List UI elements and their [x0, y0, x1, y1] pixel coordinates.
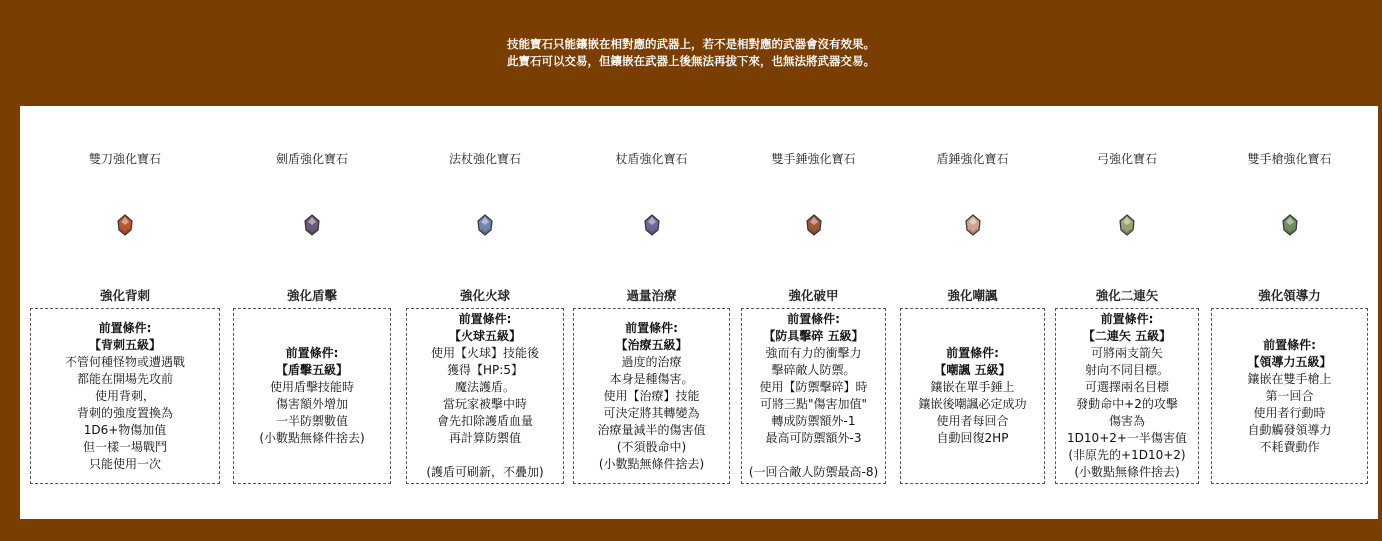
description-line: (一回合敵人防禦最高-8): [748, 465, 879, 479]
prerequisite-label: 前置條件:: [458, 312, 512, 326]
description-line: 會先扣除護盾血量: [436, 414, 533, 428]
description-line: 只能使用一次: [88, 456, 161, 471]
gem-name: 雙刀強化寶石: [88, 152, 161, 166]
gem-name: 盾錘強化寶石: [936, 152, 1009, 166]
gem-column-shield-hammer: [900, 106, 1045, 519]
description-line: (小數點無條件捨去): [1074, 465, 1180, 479]
prerequisite-skill: 【嘲諷 五級】: [934, 363, 1011, 377]
prerequisite-label: 前置條件:: [787, 312, 840, 326]
prerequisite-skill: 【火球五級】: [448, 329, 521, 343]
prerequisite-skill: 【背刺五級】: [88, 337, 161, 352]
description-line: 但一樣一場戰鬥: [82, 439, 167, 454]
description-line: (不須骰命中): [616, 439, 687, 454]
description-line: 不耗費動作: [1259, 439, 1320, 454]
skill-description: [573, 308, 730, 484]
description-line: 再計算防禦值: [448, 431, 521, 445]
gem-name: 弓強化寶石: [1096, 152, 1157, 166]
prerequisite-skill: 【領導力五級】: [1247, 354, 1332, 369]
description-line: 鑲嵌在雙手槍上: [1247, 371, 1332, 386]
gem-icon: [804, 214, 824, 236]
notice-line-1: 技能寶石只能鑲嵌在相對應的武器上，若不是相對應的武器會沒有效果。: [507, 37, 875, 51]
skill-description: [741, 308, 886, 484]
skill-name: 強化背刺: [99, 288, 150, 303]
gem-column-staff: [406, 106, 564, 519]
description-line: 使用盾擊技能時: [269, 380, 354, 394]
description-line: 傷害為: [1108, 414, 1145, 428]
gem-panel: [20, 106, 1378, 519]
gem-icon: [115, 214, 135, 236]
description-line: (非原先的+1D10+2): [1068, 448, 1186, 462]
prerequisite-skill: 【二連矢 五級】: [1082, 329, 1172, 343]
gem-icon: [1117, 214, 1137, 236]
skill-description: [1055, 308, 1199, 484]
description-line: 傷害額外增加: [275, 397, 348, 411]
skill-description: [30, 308, 220, 484]
description-line: 使用背刺，: [94, 388, 155, 403]
description-line: 背刺的強度置換為: [76, 405, 173, 420]
skill-name: 強化嘲諷: [947, 288, 998, 303]
description-line: 魔法護盾。: [454, 380, 515, 394]
gem-name: 雙手錘強化寶石: [771, 152, 856, 166]
skill-description: [1211, 308, 1368, 484]
description-line: 射向不同目標。: [1084, 363, 1169, 377]
description-line: 自動觸發領導力: [1247, 422, 1332, 437]
skill-name: 強化領導力: [1258, 288, 1321, 303]
gem-icon: [642, 214, 662, 236]
gem-column-dual-blade: [30, 106, 220, 519]
description-line: [483, 447, 487, 464]
gem-column-staff-shield: [573, 106, 730, 519]
description-line: 轉成防禦額外-1: [771, 414, 856, 428]
gem-name: 法杖強化寶石: [448, 152, 521, 166]
gem-icon: [302, 214, 322, 236]
prerequisite-label: 前置條件:: [1100, 312, 1154, 326]
description-line: 鑲嵌在單手錘上: [930, 380, 1015, 394]
gem-column-two-hand-hammer: [741, 106, 886, 519]
description-line: 第一回合: [1265, 388, 1314, 403]
prerequisite-skill: 【盾擊五級】: [275, 363, 348, 377]
description-line: 治療量減半的傷害值: [597, 422, 706, 437]
description-line: 鑲嵌後嘲諷必定成功: [918, 397, 1027, 411]
notice-line-2: 此寶石可以交易，但鑲嵌在武器上後無法再拔下來，也無法將武器交易。: [507, 54, 875, 68]
description-line: 一半防禦數值: [275, 414, 348, 428]
description-line: 可將兩支箭矢: [1090, 346, 1163, 360]
skill-name: 強化火球: [459, 288, 510, 303]
prerequisite-skill: 【治療五級】: [615, 337, 688, 352]
skill-description: [900, 308, 1045, 484]
skill-description: [233, 308, 391, 484]
prerequisite-label: 前置條件:: [285, 346, 339, 360]
skill-name: 過量治療: [626, 288, 677, 303]
prerequisite-label: 前置條件:: [98, 320, 152, 335]
gem-column-bow: [1055, 106, 1199, 519]
gem-column-sword-shield: [233, 106, 391, 519]
description-line: 使用【防禦擊碎】時: [759, 380, 868, 394]
skill-name: 強化二連矢: [1095, 288, 1159, 303]
prerequisite-label: 前置條件:: [1263, 337, 1316, 352]
description-line: 可將三點"傷害加值": [759, 397, 868, 411]
gem-column-two-hand-spear: [1211, 106, 1368, 519]
description-line: 使用者行動時: [1253, 405, 1326, 420]
gem-name: 劍盾強化寶石: [275, 152, 348, 166]
prerequisite-label: 前置條件:: [946, 346, 999, 360]
description-line: (小數點無條件捨去): [598, 456, 705, 471]
description-line: 使用【治療】技能: [603, 388, 700, 403]
description-line: 使用【火球】技能後: [430, 346, 539, 360]
gem-icon: [1280, 214, 1300, 236]
description-line: 使用者每回合: [936, 414, 1009, 428]
description-line: 發動命中+2的攻擊: [1076, 397, 1178, 411]
description-line: 1D10+2+一半傷害值: [1067, 431, 1187, 445]
description-line: 過度的治療: [621, 354, 682, 369]
description-line: 可選擇兩名目標: [1084, 380, 1169, 394]
description-line: (小數點無條件捨去): [259, 431, 365, 445]
skill-name: 強化盾擊: [286, 288, 337, 303]
description-line: 都能在開場先攻前: [76, 371, 173, 386]
gem-icon: [963, 214, 983, 236]
notice-text: [0, 36, 1382, 70]
skill-name: 強化破甲: [788, 288, 839, 303]
skill-description: [406, 308, 564, 484]
description-line: 本身是種傷害。: [609, 371, 694, 386]
description-line: 自動回復2HP: [936, 431, 1009, 445]
prerequisite-skill: 【防具擊碎 五級】: [763, 329, 864, 343]
description-line: 當玩家被擊中時: [442, 397, 527, 411]
gem-icon: [475, 214, 495, 236]
description-line: 獲得【HP:5】: [447, 363, 523, 377]
description-line: 不管何種怪物或遭遇戰: [64, 354, 185, 369]
description-line: 1D6+物傷加值: [83, 422, 167, 437]
prerequisite-label: 前置條件:: [625, 320, 678, 335]
gem-name: 杖盾強化寶石: [615, 152, 688, 166]
description-line: 可決定將其轉變為: [603, 405, 700, 420]
description-line: [812, 447, 816, 464]
description-line: 擊碎敵人防禦。: [771, 363, 856, 377]
description-line: 最高可防禦額外-3: [765, 431, 862, 445]
description-line: (護盾可刷新，不疊加): [426, 465, 544, 479]
description-line: 強而有力的衝擊力: [765, 346, 862, 360]
gem-name: 雙手槍強化寶石: [1247, 152, 1332, 166]
